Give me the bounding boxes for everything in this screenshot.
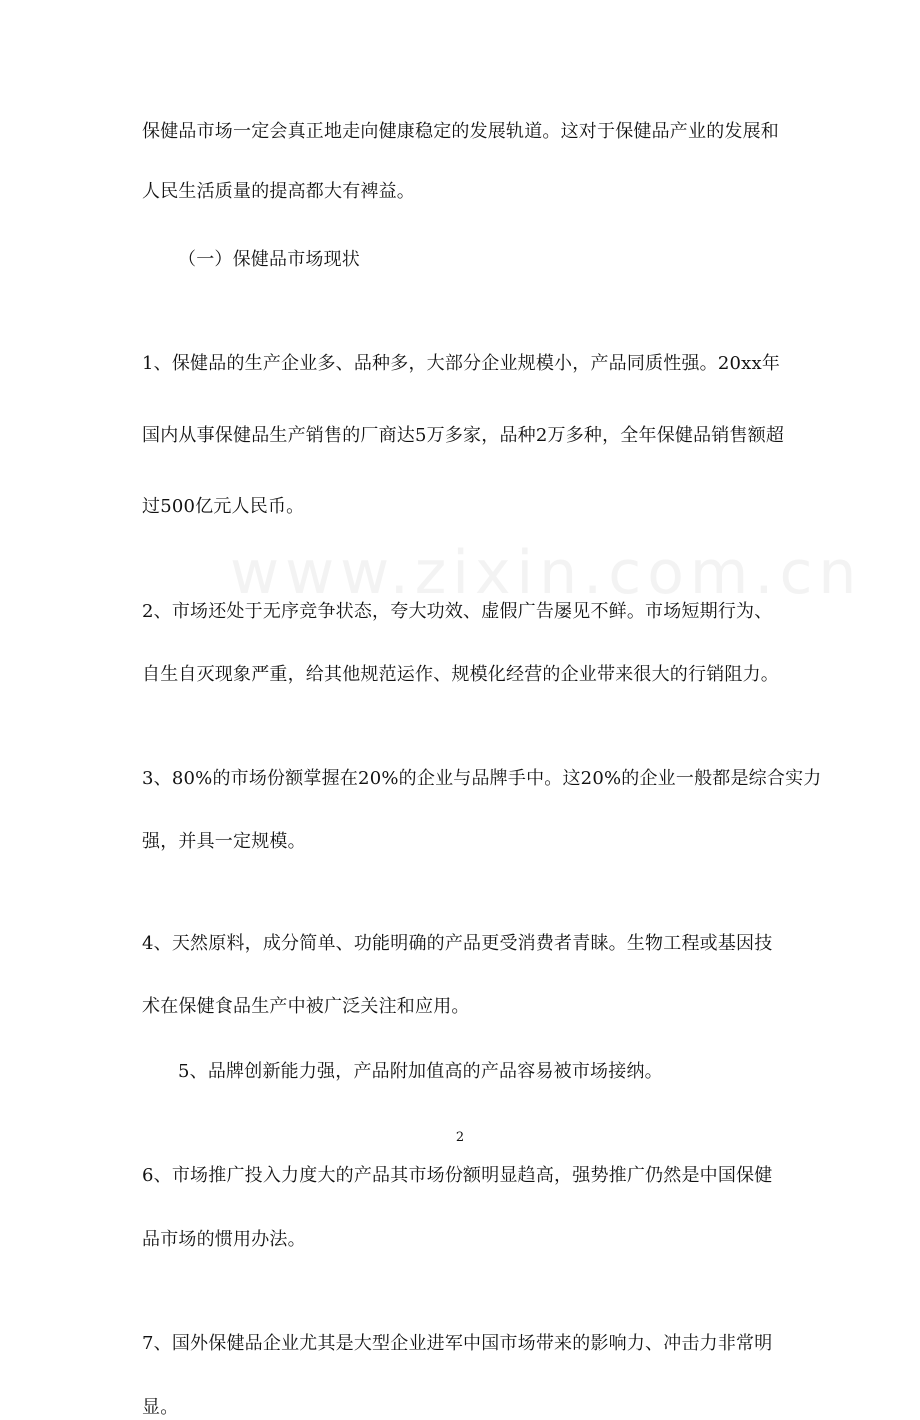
list-item-1-line: 过500亿元人民币。	[142, 496, 305, 517]
section-heading: （一）保健品市场现状	[178, 249, 360, 270]
list-item-4-line: 4、天然原料，成分简单、功能明确的产品更受消费者青睐。生物工程或基因技	[142, 933, 773, 954]
list-item-7-line: 显。	[142, 1397, 179, 1418]
list-item-4-line: 术在保健食品生产中被广泛关注和应用。	[142, 996, 470, 1017]
list-item-5-line: 5、品牌创新能力强，产品附加值高的产品容易被市场接纳。	[178, 1061, 663, 1082]
paragraph-line: 人民生活质量的提高都大有裨益。	[142, 181, 415, 202]
list-item-2-line: 自生自灭现象严重，给其他规范运作、规模化经营的企业带来很大的行销阻力。	[142, 664, 779, 685]
list-item-6-line: 6、市场推广投入力度大的产品其市场份额明显趋高，强势推广仍然是中国保健	[142, 1165, 773, 1186]
page-number: 2	[455, 1130, 465, 1145]
list-item-7-line: 7、国外保健品企业尤其是大型企业进军中国市场带来的影响力、冲击力非常明	[142, 1333, 773, 1354]
watermark: www.zixin.com.cn	[230, 538, 863, 608]
list-item-6-line: 品市场的惯用办法。	[142, 1229, 306, 1250]
paragraph-line: 保健品市场一定会真正地走向健康稳定的发展轨道。这对于保健品产业的发展和	[142, 121, 779, 142]
list-item-3-line: 3、80%的市场份额掌握在20%的企业与品牌手中。这20%的企业一般都是综合实力	[142, 768, 822, 789]
list-item-2-line: 2、市场还处于无序竞争状态，夸大功效、虚假广告屡见不鲜。市场短期行为、	[142, 601, 773, 622]
list-item-1-line: 国内从事保健品生产销售的厂商达5万多家，品种2万多种，全年保健品销售额超	[142, 425, 785, 446]
list-item-1-line: 1、保健品的生产企业多、品种多，大部分企业规模小，产品同质性强。20xx年	[142, 353, 781, 374]
list-item-3-line: 强，并具一定规模。	[142, 831, 306, 852]
